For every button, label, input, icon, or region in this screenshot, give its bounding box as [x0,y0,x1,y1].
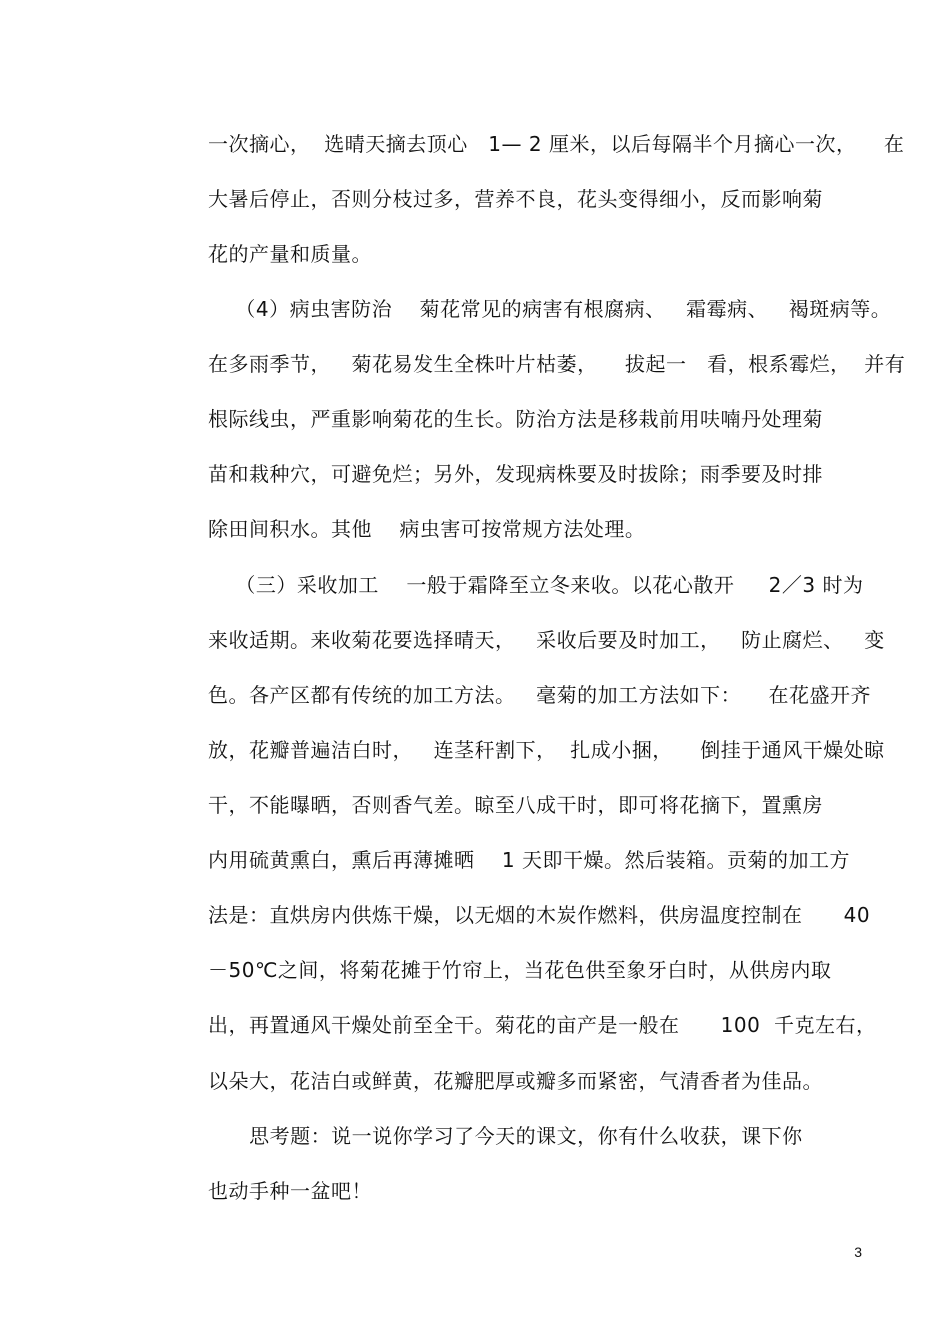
text-line: 除田间积水。其他 病虫害可按常规方法处理。 [208,517,646,541]
text-line: 内用硫黄熏白，熏后再薄摊晒 1 天即干燥。然后装箱。贡菊的加工方 [208,848,851,872]
text-line: 法是：直烘房内供炼干燥，以无烟的木炭作燃料，供房温度控制在 40 [208,903,871,927]
page-number: 3 [854,1244,862,1260]
text-line: 一次摘心， 选晴天摘去顶心 1— 2 厘米，以后每隔半个月摘心一次， 在 [208,132,905,156]
text-line: 根际线虫，严重影响菊花的生长。防治方法是移栽前用呋喃丹处理菊 [208,407,823,431]
text-line: 来收适期。来收菊花要选择晴天， 采收后要及时加工， 防止腐烂、 变 [208,628,885,652]
text-line: 苗和栽种穴，可避免烂；另外，发现病株要及时拔除；雨季要及时排 [208,462,823,486]
text-line: 在多雨季节， 菊花易发生全株叶片枯萎， 拔起一 看，根系霉烂， 并有 [208,352,906,376]
text-line: （4）病虫害防治 菊花常见的病害有根腐病、 霜霉病、 褐斑病等。 [208,297,892,321]
text-line: －50℃之间，将菊花摊于竹帘上，当花色供至象牙白时，从供房内取 [208,958,832,982]
text-line: 出，再置通风干燥处前至全干。菊花的亩产是一般在 100 千克左右， [208,1013,877,1037]
text-line: 放，花瓣普遍洁白时， 连茎秆割下， 扎成小捆， 倒挂于通风干燥处晾 [208,738,885,762]
text-line: 花的产量和质量。 [208,242,372,266]
text-line: 也动手种一盆吧！ [208,1179,372,1203]
text-line: 以朵大，花洁白或鲜黄，花瓣肥厚或瓣多而紧密，气清香者为佳品。 [208,1069,823,1093]
text-line: 思考题：说一说你学习了今天的课文，你有什么收获，课下你 [208,1124,803,1148]
text-line: 大暑后停止，否则分枝过多，营养不良，花头变得细小，反而影响菊 [208,187,823,211]
text-line: 干，不能曝晒，否则香气差。晾至八成干时，即可将花摘下，置熏房 [208,793,823,817]
text-line: （三）采收加工 一般于霜降至立冬来收。以花心散开 2／3 时为 [208,573,864,597]
text-line: 色。各产区都有传统的加工方法。 毫菊的加工方法如下： 在花盛开齐 [208,683,872,707]
